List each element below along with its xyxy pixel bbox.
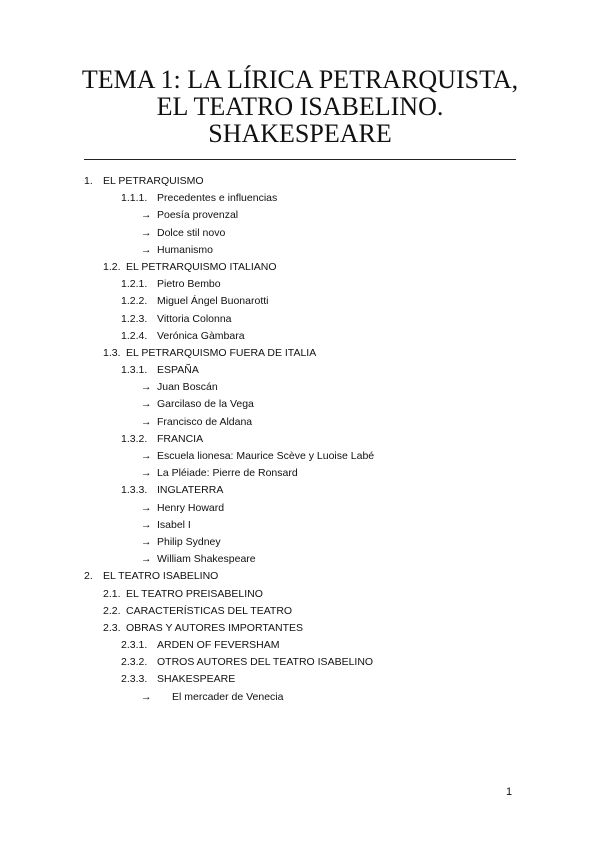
toc-entry (0, 551, 600, 568)
table-of-contents (0, 173, 600, 706)
toc-entry-text: SHAKESPEARE (157, 673, 236, 686)
toc-entry-number: 1.3.1. (121, 364, 148, 377)
toc-entry-number: 1.3.3. (121, 484, 148, 497)
toc-entry-text: FRANCIA (157, 432, 204, 445)
arrow-icon: → (141, 209, 152, 222)
toc-entry-text: Henry Howard (157, 501, 225, 514)
toc-entry-number: 2.3.2. (121, 656, 148, 669)
toc-entry-text: EL TEATRO ISABELINO (103, 570, 219, 583)
toc-entry (0, 431, 600, 448)
title-line-1: TEMA 1: LA LÍRICA PETRARQUISTA, (81, 65, 519, 94)
toc-entry-text: Juan Boscán (157, 381, 218, 394)
toc-entry-number: 2.2. (103, 604, 121, 617)
toc-entry-text: William Shakespeare (157, 553, 256, 566)
toc-entry-number: 1.2.1. (121, 278, 148, 291)
toc-entry (0, 568, 600, 585)
document-title (60, 66, 540, 147)
toc-entry (0, 379, 600, 396)
toc-entry (0, 517, 600, 534)
toc-entry-number: 1.3. (103, 346, 121, 359)
toc-entry-text: CARACTERÍSTICAS DEL TEATRO (126, 604, 293, 617)
toc-entry-text: Verónica Gàmbara (157, 329, 245, 342)
title-line-2: EL TEATRO ISABELINO. (156, 92, 444, 121)
arrow-icon: → (141, 535, 152, 548)
toc-entry-number: 2.3. (103, 621, 121, 634)
toc-entry-number: 1.2.4. (121, 329, 148, 342)
toc-entry-number: 1.2. (103, 260, 121, 273)
toc-entry-number: 2.3.3. (121, 673, 148, 686)
toc-entry-text: Francisco de Aldana (157, 415, 253, 428)
toc-entry (0, 586, 600, 603)
toc-entry (0, 190, 600, 207)
toc-entry (0, 173, 600, 190)
toc-entry (0, 654, 600, 671)
toc-entry (0, 345, 600, 362)
title-line-3: SHAKESPEARE (208, 119, 392, 148)
toc-entry-number: 2.1. (103, 587, 121, 600)
toc-entry (0, 362, 600, 379)
title-divider (84, 159, 516, 160)
toc-entry-text: Pietro Bembo (157, 278, 221, 291)
toc-entry (0, 534, 600, 551)
toc-entry-number: 1.2.2. (121, 295, 148, 308)
toc-entry-text: EL PETRARQUISMO ITALIANO (126, 260, 277, 273)
toc-entry-number: 1.2.3. (121, 312, 148, 325)
toc-entry (0, 225, 600, 242)
toc-entry (0, 482, 600, 499)
arrow-icon: → (141, 381, 152, 394)
toc-entry-text: Miguel Ángel Buonarotti (157, 295, 269, 308)
toc-entry (0, 276, 600, 293)
arrow-icon: → (141, 518, 152, 531)
toc-entry (0, 311, 600, 328)
toc-entry-text: EL PETRARQUISMO (103, 175, 204, 187)
toc-entry (0, 637, 600, 654)
arrow-icon: → (141, 501, 152, 514)
toc-entry-text: Escuela lionesa: Maurice Scève y Luoise Labé (157, 450, 375, 462)
toc-entry-text: Garcilaso de la Vega (157, 398, 254, 411)
toc-entry (0, 465, 600, 482)
toc-entry-text: EL PETRARQUISMO FUERA DE ITALIA (126, 346, 317, 359)
toc-entry-text: Precedentes e influencias (157, 192, 278, 205)
toc-entry-text: OTROS AUTORES DEL TEATRO ISABELINO (157, 656, 374, 669)
toc-entry (0, 259, 600, 276)
toc-entry (0, 603, 600, 620)
toc-entry-number: 1.1.1. (121, 192, 148, 205)
toc-entry-text: Isabel I (157, 518, 191, 531)
toc-entry (0, 689, 600, 706)
toc-entry-text: ESPAÑA (157, 364, 199, 377)
arrow-icon: → (141, 450, 152, 462)
arrow-icon: → (141, 415, 152, 428)
arrow-icon: → (141, 243, 152, 256)
toc-entry (0, 396, 600, 413)
arrow-icon: → (141, 226, 152, 239)
arrow-icon: → (141, 467, 152, 480)
toc-entry-number: 1.3.2. (121, 432, 148, 445)
arrow-icon: → (141, 398, 152, 411)
toc-entry (0, 620, 600, 637)
toc-entry-text: Poesía provenzal (157, 209, 239, 222)
toc-entry (0, 414, 600, 431)
toc-entry-number: 1. (84, 175, 93, 187)
arrow-icon: → (141, 553, 152, 566)
toc-entry-text: La Pléiade: Pierre de Ronsard (157, 467, 298, 480)
toc-entry-text: Dolce stil novo (157, 226, 226, 239)
toc-entry (0, 671, 600, 688)
toc-entry (0, 293, 600, 310)
toc-entry-text: OBRAS Y AUTORES IMPORTANTES (126, 621, 303, 634)
toc-entry (0, 500, 600, 517)
toc-entry-text: EL TEATRO PREISABELINO (126, 587, 263, 600)
toc-entry (0, 328, 600, 345)
toc-entry (0, 207, 600, 224)
toc-entry-text: Humanismo (157, 243, 214, 256)
toc-entry-text: Philip Sydney (157, 535, 221, 548)
toc-entry-number: 2. (84, 570, 93, 583)
toc-entry-text: El mercader de Venecia (172, 690, 284, 703)
toc-entry-text: ARDEN OF FEVERSHAM (157, 639, 280, 652)
toc-entry (0, 242, 600, 259)
toc-entry-text: INGLATERRA (157, 484, 224, 497)
toc-entry-text: Vittoria Colonna (157, 312, 232, 325)
toc-entry-number: 2.3.1. (121, 639, 148, 652)
page-number: 1 (506, 786, 513, 798)
arrow-icon: → (141, 690, 152, 703)
toc-entry (0, 448, 600, 465)
